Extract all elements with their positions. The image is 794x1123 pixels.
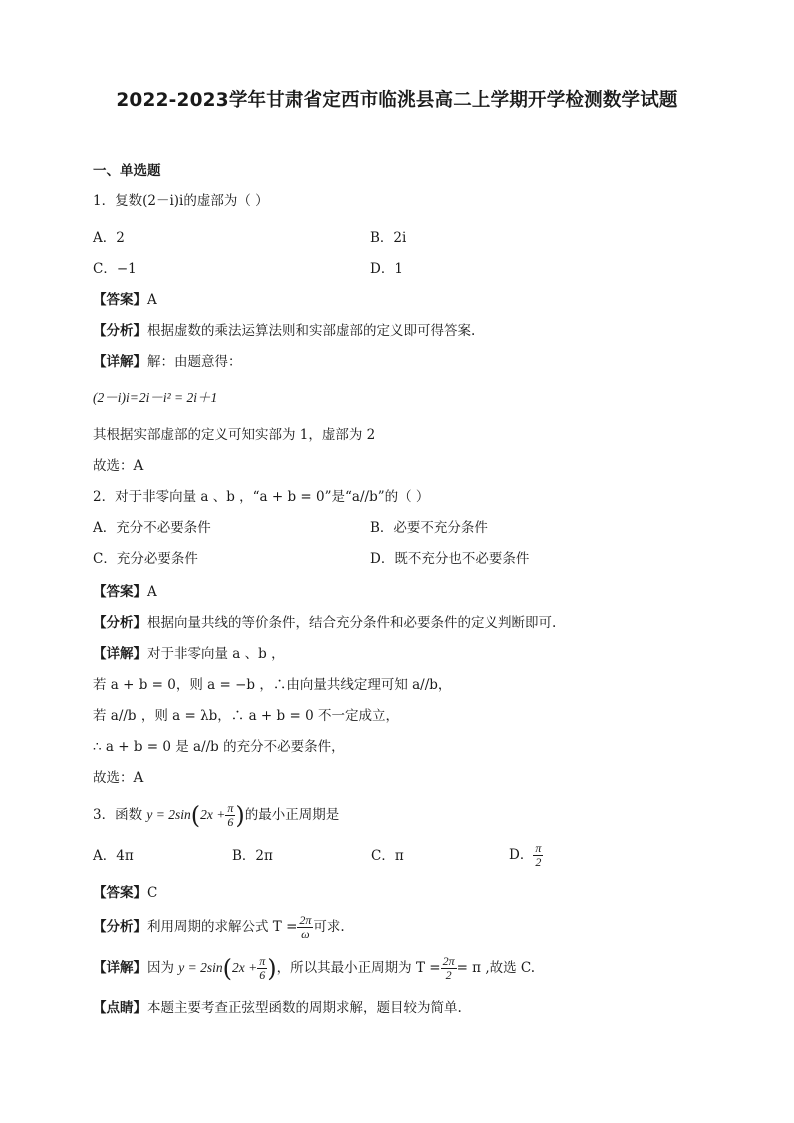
comment-tag: 【点睛】	[93, 1000, 147, 1016]
answer-tag: 【答案】	[93, 292, 147, 308]
right-paren-glyph: )	[235, 801, 245, 830]
q1-detail	[93, 353, 242, 371]
q3-answer-value: C	[147, 885, 158, 901]
q2-option-a: A．充分不必要条件	[93, 520, 211, 536]
q3-option-d-pre: D．	[509, 847, 534, 863]
q3-detail-pre: 因为	[147, 960, 179, 976]
q3-analysis-post: 可求.	[313, 919, 345, 935]
q3-detail-func: y = 2sin	[178, 960, 223, 975]
q1-analysis-text: 根据虚数的乘法运算法则和实部虚部的定义即可得答案.	[147, 323, 476, 339]
q3-arg: 2x +	[200, 807, 226, 822]
q2-analysis	[93, 614, 556, 632]
answer-tag: 【答案】	[93, 885, 147, 901]
q3-analysis-pre: 利用周期的求解公式 T =	[147, 919, 298, 935]
q3-detail-arg-fraction	[257, 955, 267, 982]
q1-answer-value: A	[147, 292, 157, 308]
right-paren-glyph: )	[267, 954, 277, 983]
q2-detail	[93, 645, 285, 663]
q2-line-2: 若 a//b ，则 a = λb，∴ a + b = 0 不一定成立，	[93, 708, 399, 724]
left-paren-glyph: (	[190, 801, 201, 830]
detail-tag: 【详解】	[93, 960, 147, 976]
detail-tag: 【详解】	[93, 354, 147, 370]
q2-answer	[93, 583, 157, 601]
q2-option-c: C．充分必要条件	[93, 551, 198, 567]
q3-stem-post: 的最小正周期是	[244, 807, 340, 823]
q3-option-d	[509, 840, 543, 870]
q2-choose: 故选：A	[93, 770, 144, 786]
q3-comment	[93, 999, 462, 1017]
section-heading: 一、单选题	[93, 163, 161, 179]
q1-option-a: A．2	[93, 230, 125, 246]
q3-frac-den: 6	[227, 815, 234, 829]
q1-option-d: D．1	[370, 261, 403, 277]
q3-frac-num: π	[227, 801, 234, 815]
frac-den: ω	[301, 927, 310, 941]
q3-option-a: A．4π	[93, 848, 134, 864]
analysis-tag: 【分析】	[93, 323, 147, 339]
q1-detail-text: 解：由题意得：	[147, 354, 242, 370]
q2-option-b: B．必要不充分条件	[370, 520, 488, 536]
q3-stem-pre: 3．函数	[93, 807, 147, 823]
q1-option-b: B．2i	[370, 230, 407, 246]
frac-den: 6	[259, 968, 266, 982]
q1-formula: (2－i)i=2i－i² = 2i＋1	[93, 390, 218, 405]
q3-detail	[93, 953, 535, 984]
analysis-tag: 【分析】	[93, 615, 147, 631]
frac-den: 2	[535, 855, 542, 869]
q1-conclusion: 其根据实部虚部的定义可知实部为 1，虚部为 2	[93, 427, 376, 443]
frac-num: 2π	[442, 954, 455, 968]
answer-tag: 【答案】	[93, 584, 147, 600]
left-paren-glyph: (	[222, 954, 233, 983]
q3-comment-text: 本题主要考查正弦型函数的周期求解，题目较为简单.	[147, 1000, 462, 1016]
q2-answer-value: A	[147, 584, 157, 600]
q3-option-c: C．π	[371, 848, 404, 864]
frac-num: π	[535, 841, 542, 855]
q3-answer	[93, 884, 157, 902]
q3-fraction	[225, 802, 235, 829]
document-title: 2022-2023学年甘肃省定西市临洮县高二上学期开学检测数学试题	[116, 90, 678, 111]
q3-detail-fraction	[441, 955, 457, 982]
q2-option-d: D．既不充分也不必要条件	[370, 551, 530, 567]
frac-den: 2	[445, 968, 452, 982]
q3-detail-post2: = π ,故选 C.	[456, 960, 536, 976]
q1-answer	[93, 291, 157, 309]
analysis-tag: 【分析】	[93, 919, 147, 935]
q1-stem: 1．复数(2－i)i的虚部为（ ）	[93, 193, 269, 209]
q3-func: y = 2sin	[146, 807, 191, 822]
q1-analysis	[93, 322, 475, 340]
frac-num: π	[259, 954, 266, 968]
q2-line-1: 若 a + b = 0，则 a = −b ，∴由向量共线定理可知 a//b，	[93, 677, 452, 693]
q3-option-d-fraction	[533, 842, 543, 869]
q3-analysis	[93, 912, 345, 942]
q2-analysis-text: 根据向量共线的等价条件，结合充分条件和必要条件的定义判断即可.	[147, 615, 557, 631]
q3-option-b: B．2π	[232, 848, 273, 864]
frac-num: 2π	[299, 913, 312, 927]
q2-line-3: ∴ a + b = 0 是 a//b 的充分不必要条件，	[93, 739, 345, 755]
detail-tag: 【详解】	[93, 646, 147, 662]
q1-choose: 故选：A	[93, 458, 144, 474]
q2-stem: 2．对于非零向量 a 、b ，“a + b = 0”是“a//b”的（ ）	[93, 489, 430, 505]
q3-detail-arg: 2x +	[232, 960, 258, 975]
q2-detail-text: 对于非零向量 a 、b ，	[147, 646, 285, 662]
q1-option-c: C．−1	[93, 261, 137, 277]
q3-analysis-fraction	[297, 914, 313, 941]
q3-stem	[93, 800, 339, 831]
q3-detail-post1: ，所以其最小正周期为 T =	[276, 960, 441, 976]
